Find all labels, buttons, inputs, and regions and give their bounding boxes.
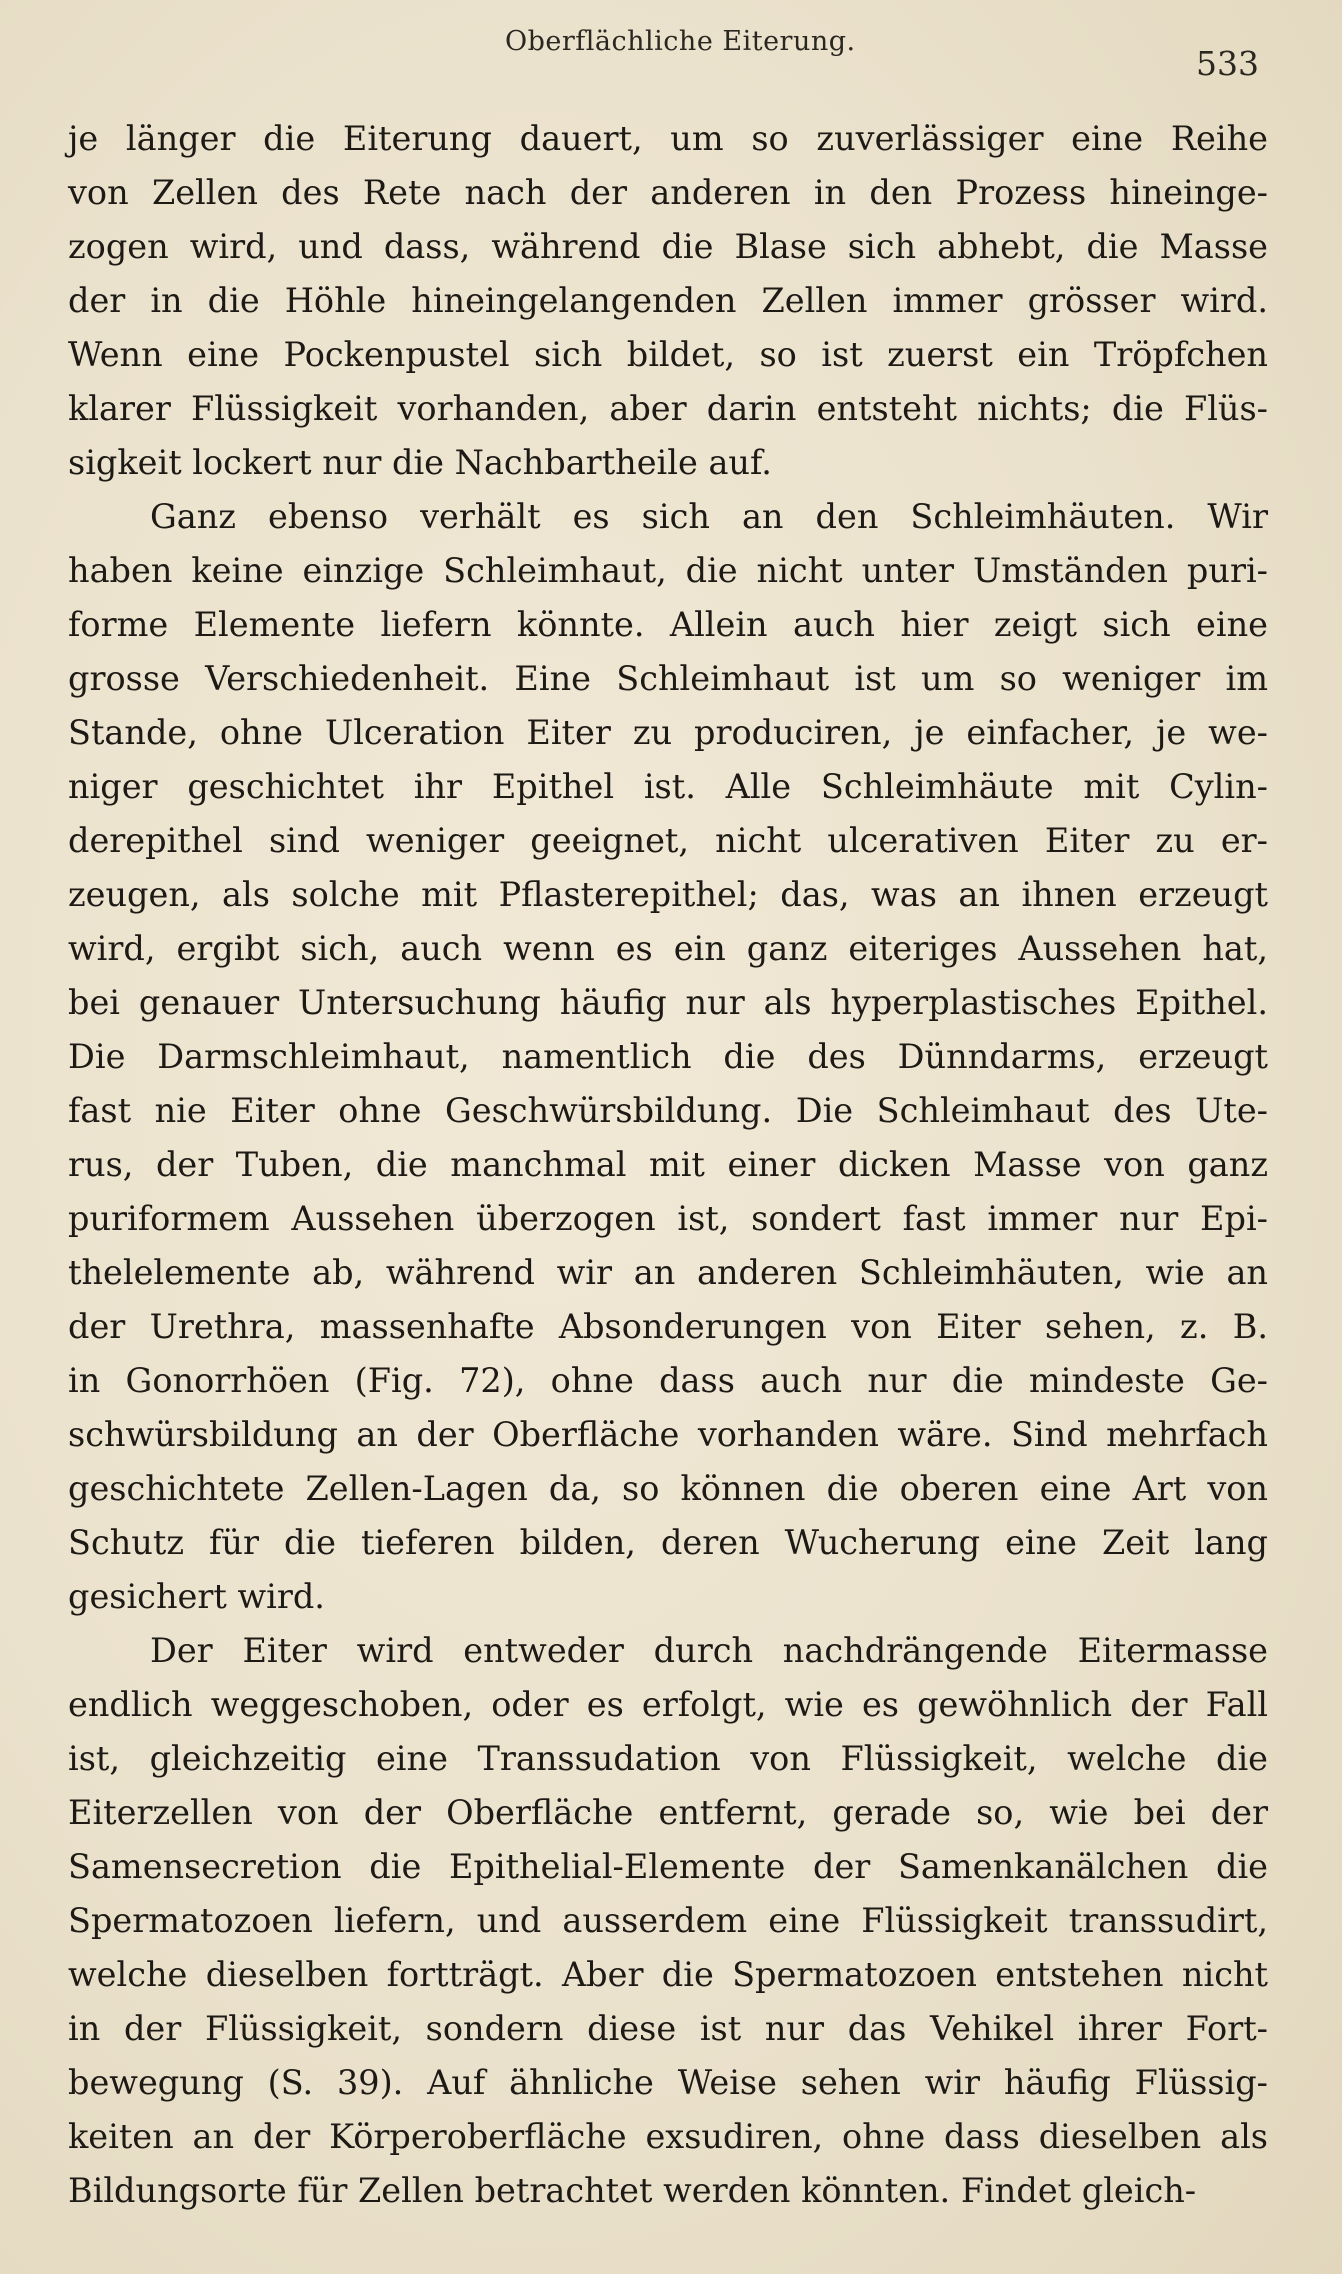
text-line: Bildungsorte für Zellen betrachtet werden könnten. Findet gleich- — [68, 2171, 1197, 2210]
text-line: puriformem Aussehen überzogen ist, sondert fast immer nur Epi- — [68, 1199, 1268, 1238]
text-line: ist, gleichzeitig eine Transsudation von Flüssigkeit, welche die — [68, 1739, 1268, 1778]
text-line: keiten an der Körperoberfläche exsudiren, ohne dass dieselben als — [68, 2117, 1268, 2156]
text-line: niger geschichtet ihr Epithel ist. Alle Schleimhäute mit Cylin- — [68, 767, 1268, 806]
paragraph — [68, 1624, 1268, 2218]
text-line: von Zellen des Rete nach der anderen in den Prozess hineinge- — [68, 173, 1268, 212]
running-title: Oberflächliche Eiterung. — [505, 26, 856, 57]
text-line: welche dieselben fortträgt. Aber die Spermatozoen entstehen nicht — [68, 1955, 1268, 1994]
text-line: forme Elemente liefern könnte. Allein auch hier zeigt sich eine — [68, 605, 1268, 644]
text-line: zogen wird, und dass, während die Blase sich abhebt, die Masse — [68, 227, 1268, 266]
text-line: wird, ergibt sich, auch wenn es ein ganz eiteriges Aussehen hat, — [68, 929, 1268, 968]
text-line: Ganz ebenso verhält es sich an den Schleimhäuten. Wir — [150, 497, 1268, 536]
text-line: Schutz für die tieferen bilden, deren Wucherung eine Zeit lang — [68, 1523, 1268, 1562]
text-line: zeugen, als solche mit Pflasterepithel; das, was an ihnen erzeugt — [68, 875, 1268, 914]
text-line: Spermatozoen liefern, und ausserdem eine Flüssigkeit transsudirt, — [68, 1901, 1268, 1940]
text-line: grosse Verschiedenheit. Eine Schleimhaut ist um so weniger im — [68, 659, 1268, 698]
text-line: Samensecretion die Epithelial-Elemente der Samenkanälchen die — [68, 1847, 1268, 1886]
text-line: in der Flüssigkeit, sondern diese ist nur das Vehikel ihrer Fort- — [68, 2009, 1268, 2048]
body-text — [68, 112, 1268, 2218]
text-line: der Urethra, massenhafte Absonderungen von Eiter sehen, z. B. — [68, 1307, 1268, 1346]
text-line: bewegung (S. 39). Auf ähnliche Weise sehen wir häufig Flüssig- — [68, 2063, 1268, 2102]
page-number: 533 — [1196, 44, 1259, 83]
text-line: gesichert wird. — [68, 1577, 325, 1616]
text-line: Eiterzellen von der Oberfläche entfernt, gerade so, wie bei der — [68, 1793, 1268, 1832]
text-line: geschichtete Zellen-Lagen da, so können die oberen eine Art von — [68, 1469, 1268, 1508]
text-line: haben keine einzige Schleimhaut, die nicht unter Umständen puri- — [68, 551, 1268, 590]
text-line: bei genauer Untersuchung häufig nur als hyperplastisches Epithel. — [68, 983, 1268, 1022]
text-line: Die Darmschleimhaut, namentlich die des Dünndarms, erzeugt — [68, 1037, 1268, 1076]
text-line: Wenn eine Pockenpustel sich bildet, so ist zuerst ein Tröpfchen — [68, 335, 1268, 374]
text-line: Der Eiter wird entweder durch nachdrängende Eitermasse — [150, 1631, 1268, 1670]
text-line: fast nie Eiter ohne Geschwürsbildung. Die Schleimhaut des Ute- — [68, 1091, 1268, 1130]
text-line: schwürsbildung an der Oberfläche vorhanden wäre. Sind mehrfach — [68, 1415, 1268, 1454]
text-line: thelelemente ab, während wir an anderen Schleimhäuten, wie an — [68, 1253, 1268, 1292]
text-line: sigkeit lockert nur die Nachbartheile auf. — [68, 443, 772, 482]
text-line: endlich weggeschoben, oder es erfolgt, wie es gewöhnlich der Fall — [68, 1685, 1268, 1724]
paragraph — [68, 490, 1268, 1624]
text-line: derepithel sind weniger geeignet, nicht ulcerativen Eiter zu er- — [68, 821, 1268, 860]
text-line: Stande, ohne Ulceration Eiter zu produciren, je einfacher, je we- — [68, 713, 1268, 752]
text-line: in Gonorrhöen (Fig. 72), ohne dass auch nur die mindeste Ge- — [68, 1361, 1268, 1400]
text-line: rus, der Tuben, die manchmal mit einer dicken Masse von ganz — [68, 1145, 1268, 1184]
text-line: klarer Flüssigkeit vorhanden, aber darin entsteht nichts; die Flüs- — [68, 389, 1268, 428]
text-line: je länger die Eiterung dauert, um so zuverlässiger eine Reihe — [68, 119, 1268, 158]
paragraph — [68, 112, 1268, 490]
running-header — [0, 26, 1342, 83]
text-line: der in die Höhle hineingelangenden Zellen immer grösser wird. — [68, 281, 1268, 320]
